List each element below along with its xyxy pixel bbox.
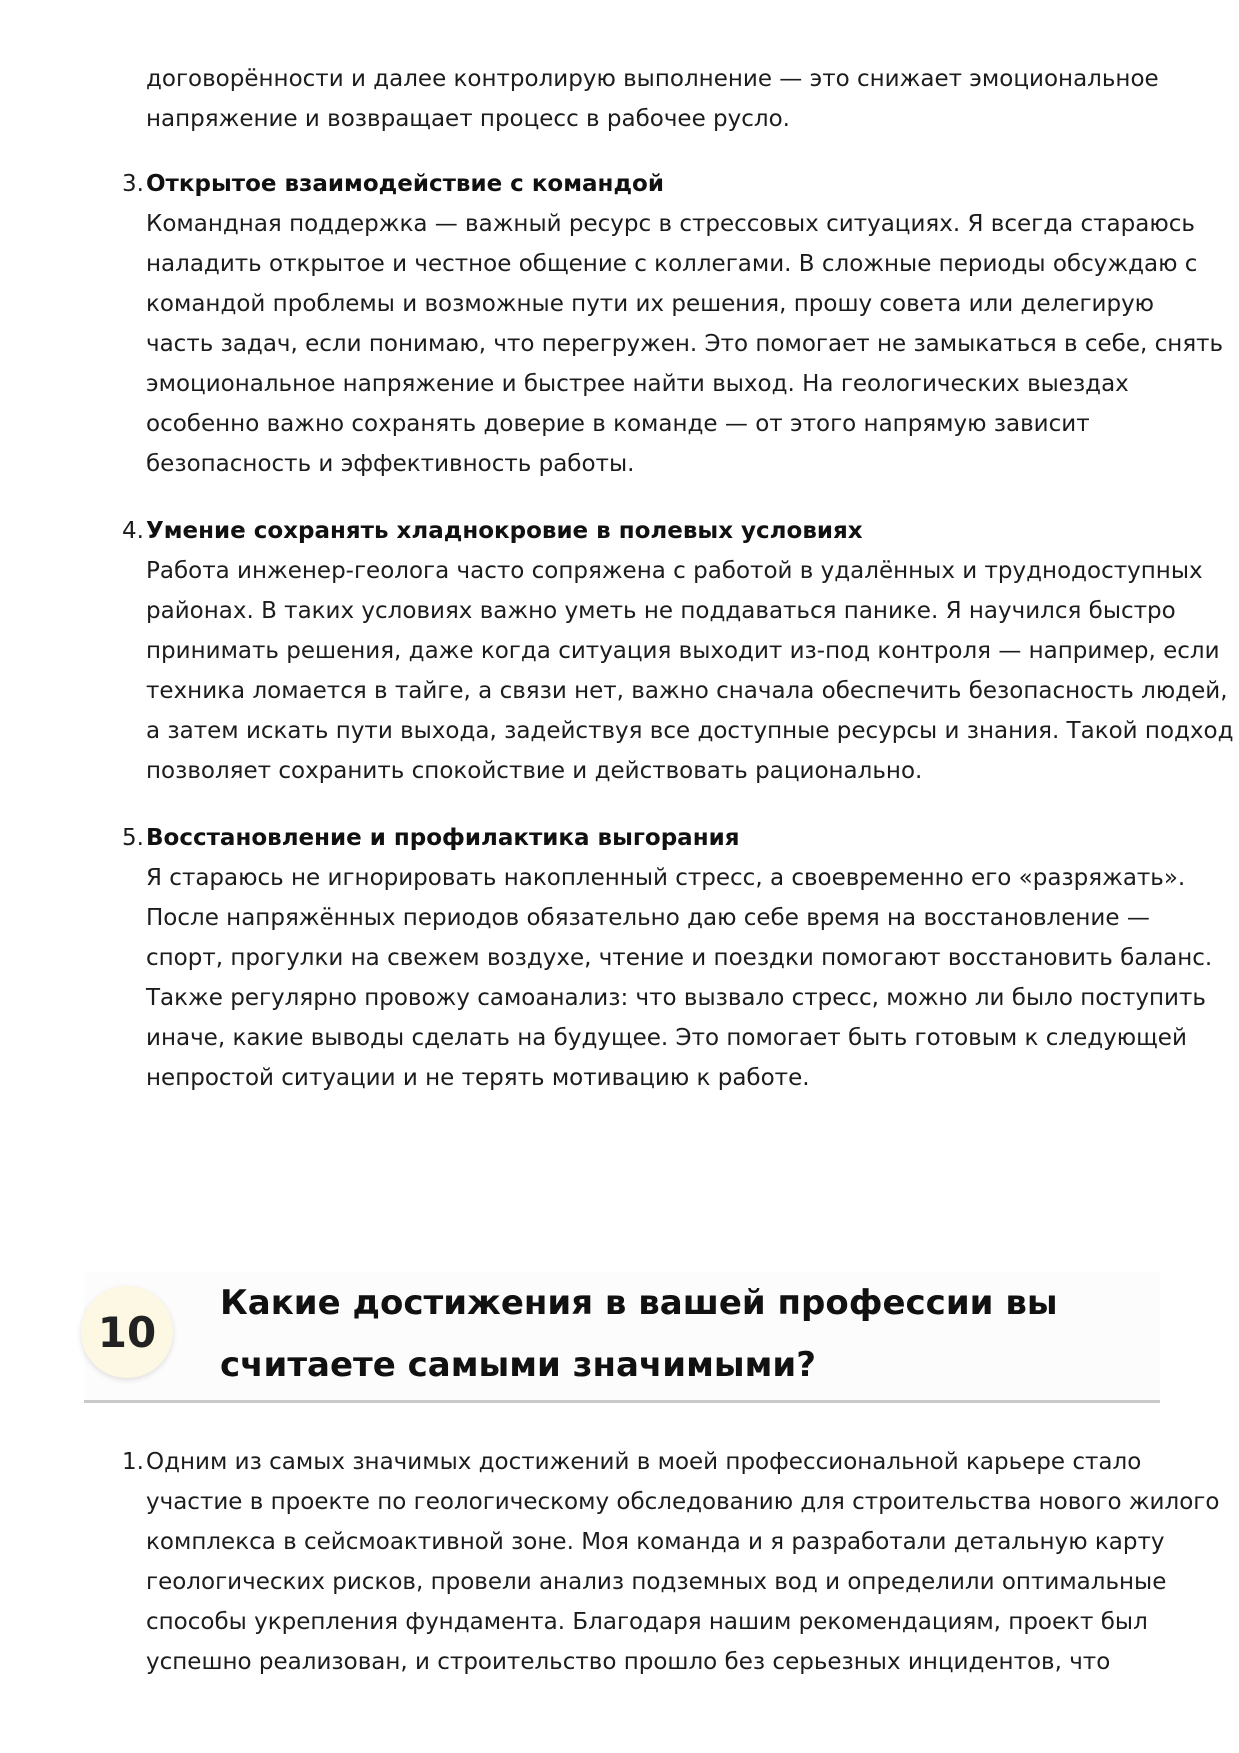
list-item-number: 4. — [122, 518, 144, 544]
text-line: Я стараюсь не игнорировать накопленный стресс, а своевременно его «разряжать». — [146, 865, 1186, 891]
question-title-line: считаете самыми значимыми? — [220, 1345, 816, 1385]
list-item-title: Открытое взаимодействие с командой — [146, 171, 664, 197]
text-line: командой проблемы и возможные пути их решения, прошу совета или делегирую — [146, 291, 1155, 317]
text-line: договорённости и далее контролирую выполнение — это снижает эмоциональное — [146, 66, 1159, 92]
text-line: наладить открытое и честное общение с коллегами. В сложные периоды обсуждаю с — [146, 251, 1198, 277]
text-line: непростой ситуации и не терять мотивацию к работе. — [146, 1065, 810, 1091]
list-item-title: Умение сохранять хладнокровие в полевых условиях — [146, 518, 863, 544]
text-line: техника ломается в тайге, а связи нет, важно сначала обеспечить безопасность людей, — [146, 678, 1228, 704]
list-item-number: 5. — [122, 825, 144, 851]
answer-item-number: 1. — [122, 1449, 144, 1475]
text-line: Также регулярно провожу самоанализ: что вызвало стресс, можно ли было поступить — [146, 985, 1206, 1011]
text-line: Работа инженер-геолога часто сопряжена с работой в удалённых и труднодоступных — [146, 558, 1203, 584]
question-title-line: Какие достижения в вашей профессии вы — [220, 1283, 1058, 1323]
text-line: комплекса в сейсмоактивной зоне. Моя команда и я разработали детальную карту — [146, 1529, 1165, 1555]
list-item-body — [146, 858, 1212, 1098]
text-line: позволяет сохранить спокойствие и действовать рационально. — [146, 758, 923, 784]
list-item-title: Восстановление и профилактика выгорания — [146, 825, 740, 851]
text-line: способы укрепления фундамента. Благодаря нашим рекомендациям, проект был — [146, 1609, 1148, 1635]
text-line: районах. В таких условиях важно уметь не поддаваться панике. Я научился быстро — [146, 598, 1176, 624]
intro-paragraph — [146, 59, 1166, 139]
text-line: После напряжённых периодов обязательно даю себе время на восстановление — — [146, 905, 1150, 931]
text-line: безопасность и эффективность работы. — [146, 451, 635, 477]
text-line: принимать решения, даже когда ситуация выходит из-под контроля — например, если — [146, 638, 1220, 664]
answer-item-body — [146, 1442, 1219, 1682]
text-line: эмоциональное напряжение и быстрее найти выход. На геологических выездах — [146, 371, 1129, 397]
text-line: участие в проекте по геологическому обследованию для строительства нового жилого — [146, 1489, 1220, 1515]
list-item-number: 3. — [122, 171, 144, 197]
question-number-badge: 10 — [81, 1286, 173, 1378]
text-line: напряжение и возвращает процесс в рабочее русло. — [146, 106, 790, 132]
text-line: геологических рисков, провели анализ подземных вод и определили оптимальные — [146, 1569, 1167, 1595]
text-line: спорт, прогулки на свежем воздухе, чтение и поездки помогают восстановить баланс. — [146, 945, 1213, 971]
text-line: Одним из самых значимых достижений в моей профессиональной карьере стало — [146, 1449, 1142, 1475]
text-line: успешно реализован, и строительство прошло без серьезных инцидентов, что — [146, 1649, 1111, 1675]
text-line: часть задач, если понимаю, что перегружен. Это помогает не замыкаться в себе, снять — [146, 331, 1224, 357]
text-line: иначе, какие выводы сделать на будущее. Это помогает быть готовым к следующей — [146, 1025, 1187, 1051]
text-line: особенно важно сохранять доверие в команде — от этого напрямую зависит — [146, 411, 1090, 437]
list-item-body — [146, 551, 1234, 791]
list-item-body — [146, 204, 1223, 484]
question-title — [220, 1272, 1058, 1396]
text-line: а затем искать пути выхода, задействуя все доступные ресурсы и знания. Такой подход — [146, 718, 1234, 744]
text-line: Командная поддержка — важный ресурс в стрессовых ситуациях. Я всегда стараюсь — [146, 211, 1195, 237]
